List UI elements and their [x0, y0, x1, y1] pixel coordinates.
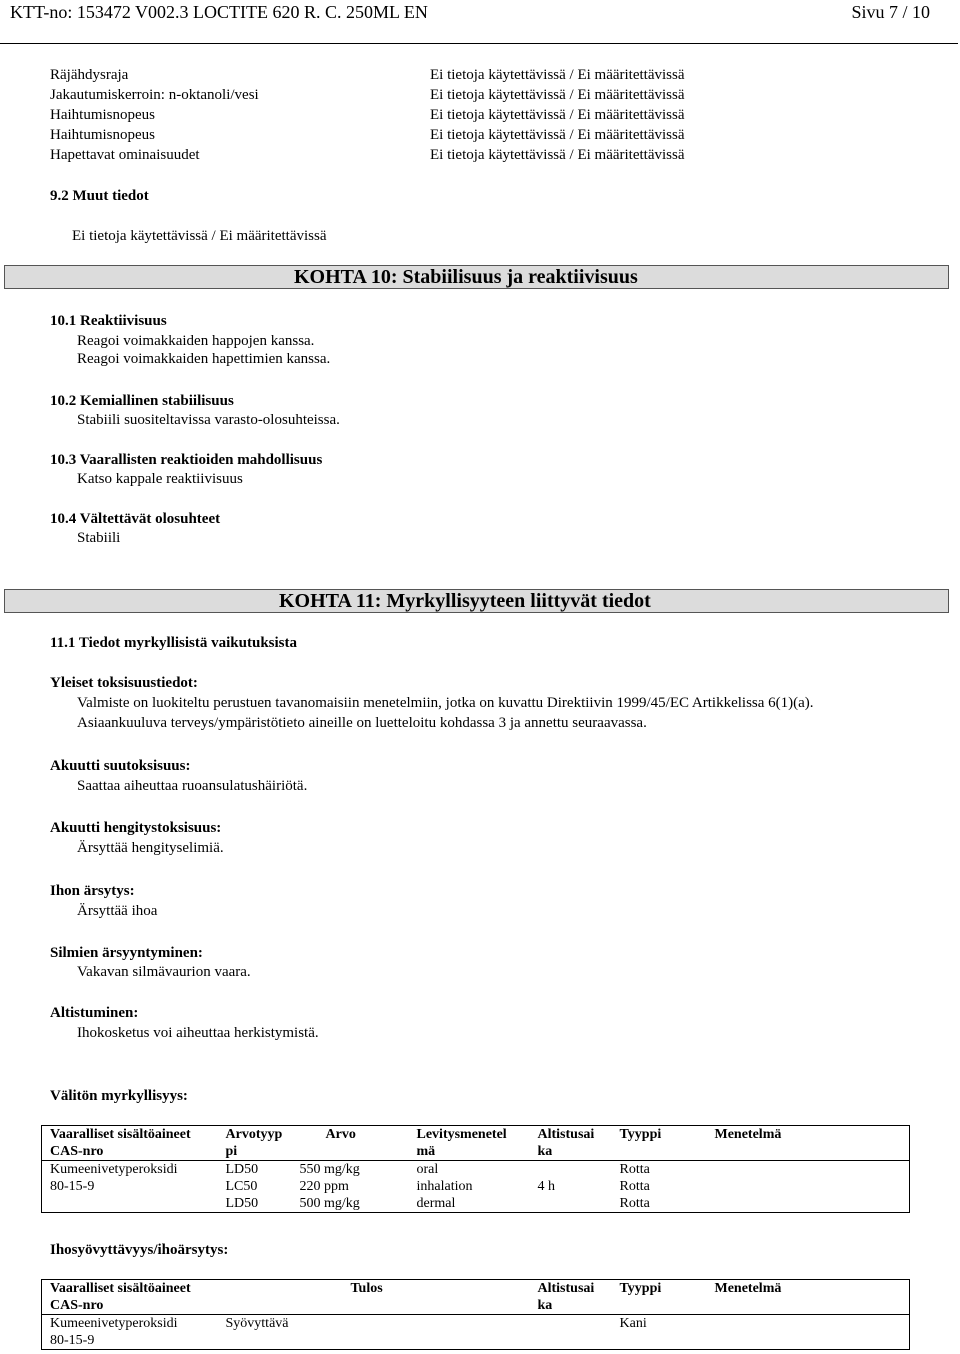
column-header-method: Menetelmä: [707, 1280, 910, 1315]
route-cell: dermal: [416, 1196, 456, 1211]
exposure-time-cell: [530, 1161, 612, 1179]
column-header-substance: Vaaralliset sisältöaineet CAS-nro: [42, 1126, 218, 1161]
exposure-time-cell: [530, 1195, 612, 1213]
oral-toxicity-heading: Akuutti suutoksisuus:: [50, 758, 191, 774]
method-cell: [707, 1178, 910, 1195]
result-cell: Syövyttävä: [225, 1316, 289, 1331]
column-header-value: Arvo: [292, 1126, 409, 1161]
method-cell: [707, 1161, 910, 1179]
table-row: [42, 1315, 910, 1350]
subsection-heading-10-1: 10.1 Reaktiivisuus: [50, 313, 167, 329]
subsection-text-10-1: Reagoi voimakkaiden hapettimien kanssa.: [77, 351, 331, 367]
subsection-heading-10-3: 10.3 Vaarallisten reaktioiden mahdollisuus: [50, 452, 323, 468]
value-cell: 220 ppm: [299, 1179, 349, 1194]
inhalation-toxicity-text: Ärsyttää hengityselimiä.: [77, 840, 224, 856]
skin-irritation-text: Ärsyttää ihoa: [77, 903, 158, 919]
column-header-substance: Vaaralliset sisältöaineet CAS-nro: [42, 1280, 218, 1315]
route-cell: inhalation: [416, 1179, 473, 1194]
column-header-exposure-time: Altistusai ka: [530, 1280, 612, 1315]
column-header-value-type: Arvotyyp pi: [218, 1126, 292, 1161]
exposure-time-cell: [530, 1315, 612, 1350]
section-11-title: KOHTA 11: Myrkyllisyyteen liittyvät tiedot: [279, 590, 651, 612]
column-header-species: Tyyppi: [612, 1126, 707, 1161]
skin-corrosion-table: [41, 1279, 910, 1350]
property-value: Ei tietoja käytettävissä / Ei määritettävissä: [430, 67, 685, 83]
skin-corrosion-heading: Ihosyövyttävyys/ihoärsytys:: [50, 1242, 229, 1258]
table-header-row: [42, 1126, 910, 1161]
column-header-exposure-time: Altistusai ka: [530, 1126, 612, 1161]
acute-toxicity-heading: Välitön myrkyllisyys:: [50, 1088, 188, 1104]
subsection-heading-10-4: 10.4 Vältettävät olosuhteet: [50, 511, 221, 527]
property-label: Jakautumiskerroin: n-oktanoli/vesi: [50, 87, 259, 103]
acute-toxicity-table: [41, 1125, 910, 1213]
skin-irritation-heading: Ihon ärsytys:: [50, 883, 135, 899]
property-value: Ei tietoja käytettävissä / Ei määritettävissä: [430, 87, 685, 103]
column-header-species: Tyyppi: [612, 1280, 707, 1315]
subsection-text-9-2: Ei tietoja käytettävissä / Ei määritettävissä: [72, 228, 327, 244]
section-10-title: KOHTA 10: Stabiilisuus ja reaktiivisuus: [294, 266, 638, 288]
subsection-heading-10-2: 10.2 Kemiallinen stabiilisuus: [50, 393, 234, 409]
table-header-row: [42, 1280, 910, 1315]
subsection-text-10-2: Stabiili suositeltavissa varasto-olosuhteissa.: [77, 412, 340, 428]
subsection-text-10-4: Stabiili: [77, 530, 121, 546]
substance-cell: Kumeenivetyperoksidi 80-15-9: [50, 1316, 178, 1348]
value-type-cell: LC50: [225, 1179, 258, 1194]
subsection-text-10-1: Reagoi voimakkaiden happojen kanssa.: [77, 333, 315, 349]
eye-irritation-text: Vakavan silmävaurion vaara.: [77, 964, 251, 980]
method-cell: [707, 1315, 910, 1350]
table-row: [42, 1161, 910, 1179]
property-value: Ei tietoja käytettävissä / Ei määritettävissä: [430, 147, 685, 163]
exposure-time-cell: 4 h: [537, 1179, 555, 1194]
exposure-text: Ihokosketus voi aiheuttaa herkistymistä.: [77, 1025, 319, 1041]
species-cell: Rotta: [619, 1162, 650, 1177]
column-header-method: Menetelmä: [707, 1126, 910, 1161]
general-toxicity-text: Valmiste on luokiteltu perustuen tavanomaisiin menetelmiin, jotka on kuvattu Direktiivin 1999/45/EC Artikkelissa 6(1)(a).: [77, 695, 814, 711]
value-cell: 550 mg/kg: [299, 1162, 360, 1177]
subsection-text-10-3: Katso kappale reaktiivisuus: [77, 471, 243, 487]
route-cell: oral: [416, 1162, 439, 1177]
subsection-heading-9-2: 9.2 Muut tiedot: [50, 188, 149, 204]
eye-irritation-heading: Silmien ärsyyntyminen:: [50, 945, 203, 961]
value-type-cell: LD50: [225, 1162, 259, 1177]
species-cell: Kani: [619, 1316, 647, 1331]
oral-toxicity-text: Saattaa aiheuttaa ruoansulatushäiriötä.: [77, 778, 308, 794]
substance-cell: Kumeenivetyperoksidi 80-15-9: [50, 1162, 178, 1194]
inhalation-toxicity-heading: Akuutti hengitystoksisuus:: [50, 820, 222, 836]
property-value: Ei tietoja käytettävissä / Ei määritettävissä: [430, 127, 685, 143]
column-header-result: Tulos: [218, 1280, 530, 1315]
species-cell: Rotta: [619, 1179, 650, 1194]
property-label: Hapettavat ominaisuudet: [50, 147, 200, 163]
header-divider: [0, 43, 958, 44]
document-header-id: KTT-no: 153472 V002.3 LOCTITE 620 R. C. 250ML EN: [10, 2, 428, 22]
property-label: Räjähdysraja: [50, 67, 129, 83]
value-type-cell: LD50: [225, 1196, 259, 1211]
property-label: Haihtumisnopeus: [50, 127, 155, 143]
exposure-heading: Altistuminen:: [50, 1005, 139, 1021]
property-label: Haihtumisnopeus: [50, 107, 155, 123]
method-cell: [707, 1195, 910, 1213]
general-toxicity-heading: Yleiset toksisuustiedot:: [50, 675, 198, 691]
column-header-route: Levitysmenetel mä: [409, 1126, 530, 1161]
subsection-heading-11-1: 11.1 Tiedot myrkyllisistä vaikutuksista: [50, 635, 298, 651]
property-value: Ei tietoja käytettävissä / Ei määritettävissä: [430, 107, 685, 123]
page-number: Sivu 7 / 10: [851, 2, 930, 22]
value-cell: 500 mg/kg: [299, 1196, 360, 1211]
general-toxicity-text: Asiaankuuluva terveys/ympäristötieto aineille on luetteloitu kohdassa 3 ja annettu seuraavassa.: [77, 715, 647, 731]
species-cell: Rotta: [619, 1196, 650, 1211]
